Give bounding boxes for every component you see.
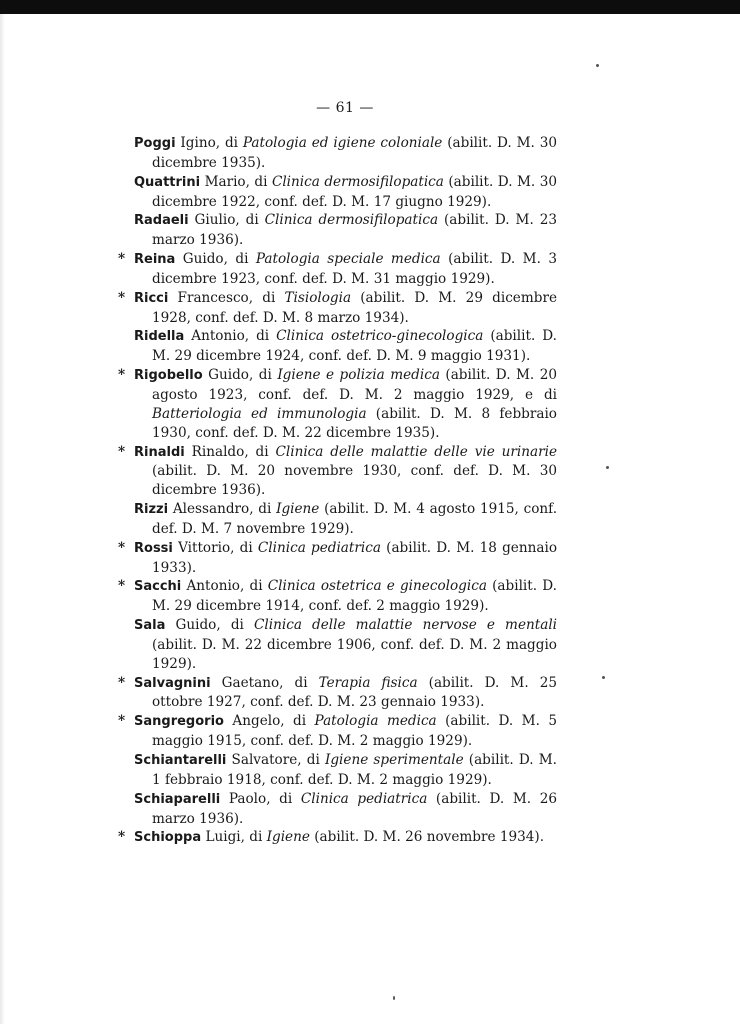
list-item	[112, 828, 557, 848]
entry-surname: Schiaparelli	[134, 791, 221, 807]
entry-connector: , di	[215, 135, 243, 151]
entry-surname: Salvagnini	[134, 675, 211, 691]
entry-surname: Quattrini	[134, 174, 201, 190]
list-item	[112, 790, 557, 829]
asterisk-mark: *	[118, 578, 126, 595]
entry-connector: , di	[249, 367, 278, 384]
asterisk-mark: *	[118, 829, 126, 846]
entry-details: (abilit. D. M. 8 febbraio 1930, conf. def. D. M. 22 dicembre 1935).	[152, 405, 557, 441]
entry-firstname: Gaetano	[221, 674, 280, 691]
list-item	[112, 500, 557, 539]
entry-connector: , di	[280, 713, 315, 730]
list-item	[112, 443, 557, 501]
entry-details: (abilit. D. M. 4 agosto 1915, conf. def. D. M. 7 novembre 1929).	[152, 501, 558, 537]
entry-surname: Ridella	[134, 329, 185, 345]
entry-details: (abilit. D. M. 5 maggio 1915, conf. def. D. M. 2 maggio 1929).	[152, 713, 558, 750]
entry-firstname: Giulio	[194, 212, 236, 229]
asterisk-mark: *	[118, 251, 126, 268]
page-number: — 61 —	[316, 100, 374, 116]
entry-connector: , di	[244, 328, 277, 345]
entry-details: (abilit. D. M. 29 dicembre 1924, conf. def. D. M. 9 maggio 1931).	[152, 328, 557, 365]
entry-firstname: Antonio	[186, 578, 240, 595]
entry-subject: Patologia medica	[314, 713, 437, 730]
entry-firstname: Guido	[175, 617, 217, 634]
entry-surname: Schiantarelli	[134, 753, 227, 768]
list-item	[112, 327, 557, 366]
list-item	[112, 289, 557, 328]
entry-subject: Clinica delle malattie nervose e mentali	[254, 617, 558, 634]
entry-subject: Clinica ostetrica e ginecologica	[267, 578, 487, 595]
entry-firstname: Vittorio	[178, 539, 231, 556]
entry-subject: Terapia fisica	[318, 674, 418, 691]
scan-left-edge	[0, 14, 5, 1024]
entry-details: (abilit. D. M. 20 novembre 1930, conf. def. D. M. 30 dicembre 1936).	[152, 463, 557, 499]
scan-top-border	[0, 0, 740, 14]
list-item	[112, 134, 557, 173]
asterisk-mark: *	[118, 289, 126, 306]
entry-subject: Clinica pediatrica	[257, 539, 381, 556]
entry-surname: Sangregorio	[134, 714, 224, 730]
entry-surname: Sala	[134, 618, 166, 634]
entry-subject: Igiene	[276, 501, 320, 518]
list-item	[112, 674, 557, 713]
entry-connector: , di	[249, 501, 277, 518]
entry-subject: Clinica pediatrica	[300, 790, 428, 807]
entry-surname: Sacchi	[134, 579, 182, 595]
entry-connector: , di	[245, 173, 272, 190]
entry-details: (abilit. D. M. 29 dicembre 1914, conf. def. 2 maggio 1929).	[152, 578, 557, 615]
entry-details: (abilit. D. M. 25 ottobre 1927, conf. def. D. M. 23 gennaio 1933).	[152, 674, 557, 711]
entry-subject: Igiene sperimentale	[324, 752, 464, 768]
entry-firstname: Alessandro	[172, 501, 250, 518]
entry-surname: Rigobello	[134, 368, 203, 384]
entry-surname: Radaeli	[134, 213, 189, 229]
entry-details: (abilit. D. M. 30 dicembre 1935).	[152, 135, 558, 171]
entry-surname: Schioppa	[134, 830, 202, 846]
entry-firstname: Francesco	[177, 289, 249, 306]
entry-details: (abilit. D. M. 23 marzo 1936).	[152, 212, 558, 249]
entry-details: (abilit. D. M. 3 dicembre 1923, conf. def. D. M. 31 maggio 1929).	[152, 251, 557, 287]
entry-subject: Patologia speciale medica	[255, 251, 441, 268]
entry-details: (abilit. D. M. 26 marzo 1936).	[152, 790, 558, 827]
entry-details: (abilit. D. M. 30 dicembre 1922, conf. def. D. M. 17 giugno 1929).	[152, 173, 557, 210]
entry-surname: Ricci	[134, 290, 169, 306]
entry-subject: Clinica dermosifilopatica	[271, 173, 444, 190]
list-item	[112, 616, 557, 674]
asterisk-mark: *	[118, 443, 126, 460]
entry-subject: Batteriologia ed immunologia	[152, 405, 367, 422]
entry-subject: Igiene	[266, 829, 310, 846]
entry-firstname: Antonio	[191, 328, 245, 345]
entry-connector: , di	[239, 578, 268, 595]
list-item	[112, 366, 557, 442]
entry-subject: Clinica dermosifilopatica	[264, 212, 439, 229]
entry-connector: , di	[235, 212, 265, 229]
list-item	[112, 539, 557, 578]
entry-firstname: Mario	[204, 173, 246, 190]
entry-details: (abilit. D. M. 22 dicembre 1906, conf. def. D. M. 2 maggio 1929).	[152, 636, 557, 672]
entry-connector: , di	[248, 289, 285, 306]
entry-connector: , di	[223, 251, 256, 268]
entry-details: (abilit. D. M. 20 agosto 1923, conf. def. D. M. 2 maggio 1929, e di	[152, 367, 557, 403]
entry-connector: , di	[297, 752, 325, 768]
entry-surname: Rinaldi	[134, 444, 185, 460]
entry-surname: Poggi	[134, 136, 176, 151]
list-item	[112, 250, 557, 289]
entry-surname: Rizzi	[134, 502, 169, 518]
list-item	[112, 712, 557, 751]
entry-subject: Patologia ed igiene coloniale	[242, 135, 443, 151]
entry-firstname: Rinaldo	[191, 443, 245, 460]
asterisk-mark: *	[118, 539, 126, 556]
entry-details: (abilit. D. M. 26 novembre 1934).	[309, 829, 545, 846]
entry-firstname: Angelo	[232, 713, 281, 730]
entry-details: (abilit. D. M. 29 dicembre 1928, conf. def. D. M. 8 marzo 1934).	[152, 289, 557, 326]
entry-surname: Reina	[134, 252, 176, 268]
scan-speck	[606, 466, 609, 469]
entry-subject: Igiene e polizia medica	[277, 367, 440, 384]
list-item	[112, 173, 557, 212]
entry-firstname: Guido	[208, 367, 249, 384]
scan-speck	[596, 64, 599, 67]
scan-speck	[602, 676, 605, 679]
list-item	[112, 211, 557, 250]
entry-connector: , di	[216, 617, 255, 634]
entry-firstname: Salvatore	[231, 752, 298, 768]
entry-connector: , di	[244, 443, 276, 460]
entry-connector: , di	[230, 539, 258, 556]
entry-firstname: Igino	[180, 135, 216, 151]
asterisk-mark: *	[118, 674, 126, 691]
list-item	[112, 751, 557, 790]
entry-details: (abilit. D. M. 18 gennaio 1933).	[152, 539, 558, 576]
entry-firstname: Guido	[182, 251, 224, 268]
entry-firstname: Luigi	[205, 829, 241, 846]
asterisk-mark: *	[118, 713, 126, 730]
entry-surname: Rossi	[134, 540, 173, 556]
entry-list	[112, 134, 557, 848]
entry-connector: , di	[279, 674, 319, 691]
entry-connector: , di	[240, 829, 267, 846]
entry-details: (abilit. D. M. 1 febbraio 1918, conf. def. D. M. 2 maggio 1929).	[152, 752, 557, 788]
entry-connector: , di	[266, 790, 301, 807]
entry-subject: Clinica delle malattie delle vie urinarie	[275, 443, 558, 460]
entry-subject: Tisiologia	[284, 289, 352, 306]
asterisk-mark: *	[118, 367, 126, 384]
scan-speck	[393, 996, 395, 1000]
entry-subject: Clinica ostetrico-ginecologica	[276, 328, 484, 345]
list-item	[112, 577, 557, 616]
entry-firstname: Paolo	[228, 790, 267, 807]
